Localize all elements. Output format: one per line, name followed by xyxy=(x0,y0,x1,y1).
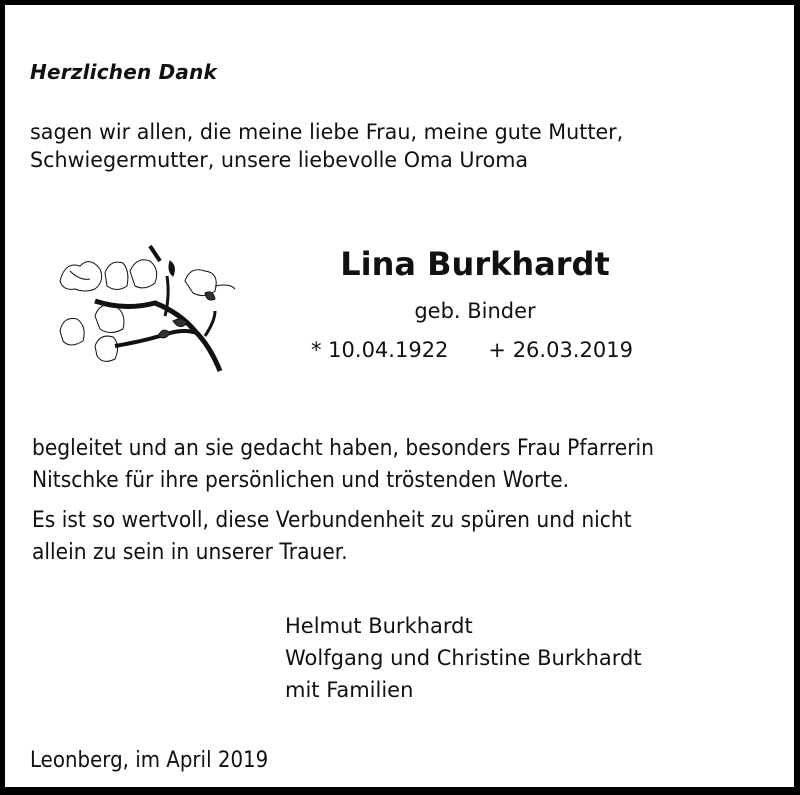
death-date: + 26.03.2019 xyxy=(488,338,633,362)
obituary-notice-frame xyxy=(5,5,794,787)
intro-text xyxy=(30,118,623,174)
body-line: begleitet und an sie gedacht haben, besonders Frau Pfarrerin xyxy=(32,436,654,461)
life-dates xyxy=(311,338,633,362)
magnolia-branch-icon xyxy=(55,241,245,381)
heading: Herzlichen Dank xyxy=(30,60,218,84)
maiden-name: geb. Binder xyxy=(414,299,536,323)
signers xyxy=(285,610,642,706)
signer: Helmut Burkhardt xyxy=(285,614,473,638)
signer: mit Familien xyxy=(285,678,414,702)
body-paragraph-1 xyxy=(32,433,654,497)
body-line: Nitschke für ihre persönlichen und tröstenden Worte. xyxy=(32,468,570,493)
birth-date: * 10.04.1922 xyxy=(311,338,449,362)
body-line: allein zu sein in unserer Trauer. xyxy=(32,540,348,565)
place-date: Leonberg, im April 2019 xyxy=(30,748,269,773)
signer: Wolfgang und Christine Burkhardt xyxy=(285,646,642,670)
intro-line: Schwiegermutter, unsere liebevolle Oma Uroma xyxy=(30,148,529,172)
body-line: Es ist so wertvoll, diese Verbundenheit zu spüren und nicht xyxy=(32,508,632,533)
deceased-name: Lina Burkhardt xyxy=(340,245,610,283)
intro-line: sagen wir allen, die meine liebe Frau, meine gute Mutter, xyxy=(30,120,624,144)
body-paragraph-2 xyxy=(32,505,632,569)
